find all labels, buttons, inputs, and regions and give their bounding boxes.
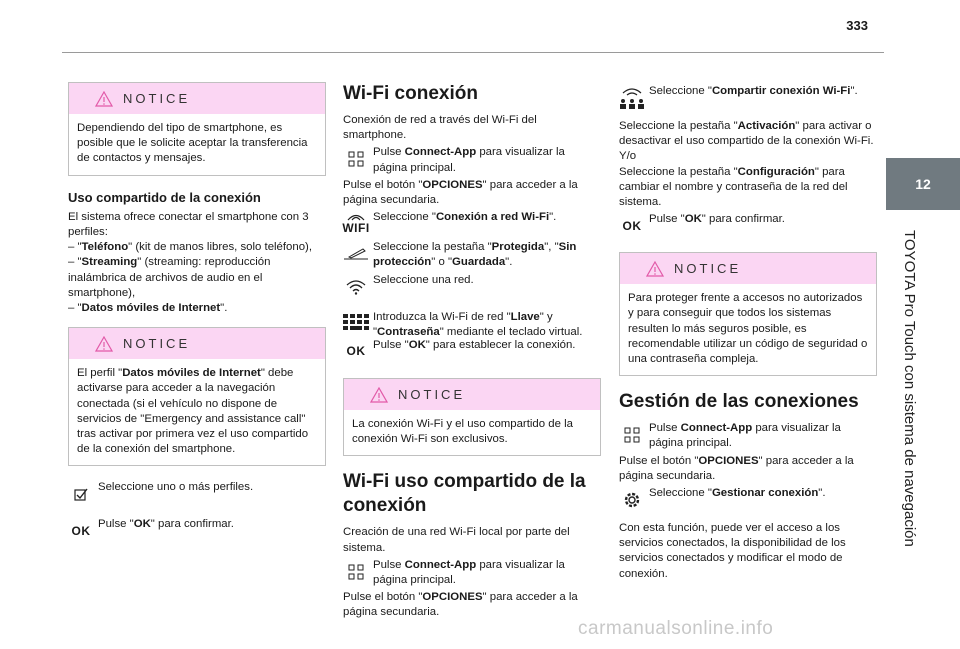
wifi-text-icon: WIFI xyxy=(342,220,370,235)
notice-header xyxy=(69,328,325,359)
paragraph: Conexión de red a través del Wi-Fi del smartphone. xyxy=(343,114,537,142)
instruction-step: Seleccione "Compartir conexión Wi-Fi". xyxy=(619,84,877,112)
notice-body: El perfil "Datos móviles de Internet" debe activarse para acceder a la navegación conectada (si el vehículo no dispone de servicios de "Emergency and assistance call" tras activar por primera vez el uso compartido de la conexión del smartphone. xyxy=(77,367,309,456)
notice-header xyxy=(344,379,600,410)
share-users-icon xyxy=(619,87,645,109)
wifi-signal-icon xyxy=(347,213,365,221)
app-grid-icon xyxy=(348,564,364,580)
instruction-step: Seleccione la pestaña "Protegida", "Sin protección" o "Guardada". xyxy=(343,240,601,270)
notice-box xyxy=(619,252,877,376)
paragraph: Y/o xyxy=(619,150,637,163)
instruction-step: Pulse Connect-App para visualizar la página principal. xyxy=(619,421,877,451)
app-grid-icon xyxy=(624,427,640,443)
keyboard-pen-icon xyxy=(343,247,369,261)
notice-header xyxy=(69,83,325,114)
paragraph: Con esta función, puede ver el acceso a los servicios conectados, la disponibilidad de los servicios conectados y modificar el modo de conexión. xyxy=(619,522,846,580)
header-rule xyxy=(62,52,884,53)
instruction-step: Pulse Connect-App para visualizar la página principal. xyxy=(343,558,601,588)
app-grid-icon xyxy=(348,151,364,167)
ok-icon: OK xyxy=(71,523,91,538)
page-number: 333 xyxy=(846,18,868,33)
paragraph: Pulse el botón "OPCIONES" para acceder a la página secundaria. xyxy=(619,454,854,482)
section-heading: Wi-Fi uso compartido de la conexión xyxy=(343,471,586,517)
paragraph: Seleccione la pestaña "Activación" para activar o desactivar el uso compartido de la conexión Wi-Fi. xyxy=(619,120,874,148)
instruction-step: OK Pulse "OK" para confirmar. xyxy=(622,213,785,233)
paragraph: Seleccione la pestaña "Configuración" para cambiar el nombre y contraseña de la red del sistema. xyxy=(619,165,848,209)
paragraph: Pulse el botón "OPCIONES" para acceder a la página secundaria. xyxy=(343,178,578,207)
column-1 xyxy=(68,82,326,547)
chapter-tab[interactable]: 12 xyxy=(886,158,960,210)
wifi-icon xyxy=(346,279,366,295)
ok-icon: OK xyxy=(346,344,366,359)
checkbox-select-icon xyxy=(73,486,89,502)
ok-icon: OK xyxy=(622,218,642,233)
notice-box xyxy=(68,82,326,176)
notice-header xyxy=(620,253,876,284)
paragraph: El sistema ofrece conectar el smartphone con 3 perfiles: xyxy=(68,210,309,239)
warning-triangle-icon xyxy=(95,91,113,107)
warning-triangle-icon xyxy=(646,261,664,277)
keyboard-icon xyxy=(343,314,369,334)
instruction-step: Seleccione uno o más perfiles. xyxy=(68,480,326,508)
notice-box xyxy=(343,378,601,456)
section-heading: Uso compartido de la conexión xyxy=(68,189,261,205)
notice-body: La conexión Wi-Fi y el uso compartido de la conexión Wi-Fi son exclusivos. xyxy=(352,418,573,446)
paragraph: Pulse el botón "OPCIONES" para acceder a la página secundaria. xyxy=(343,591,578,619)
notice-body: Para proteger frente a accesos no autorizados y para conseguir que todos los sistemas resulten lo más seguros posible, es recomendable utilizar un código de seguridad o una contraseña compleja. xyxy=(628,292,868,366)
warning-triangle-icon xyxy=(95,336,113,352)
instruction-step: Introduzca la Wi-Fi de red "Llave" y "Contraseña" mediante el teclado virtual. xyxy=(343,310,601,340)
notice-title: NOTICE xyxy=(123,336,191,352)
instruction-step: OK Pulse "OK" para establecer la conexión. xyxy=(346,339,576,359)
gear-icon xyxy=(622,490,642,510)
chapter-side-title-text: TOYOTA Pro Touch con sistema de navegación xyxy=(901,230,918,547)
chapter-side-title xyxy=(898,230,926,570)
instruction-step: Seleccione "Gestionar conexión". xyxy=(619,486,877,514)
list-item: – "Datos móviles de Internet". xyxy=(68,302,228,315)
watermark: carmanualsonline.info xyxy=(578,618,774,639)
instruction-step: WIFI Seleccione "Conexión a red Wi-Fi". xyxy=(342,211,557,235)
column-2 xyxy=(343,82,601,621)
notice-title: NOTICE xyxy=(398,386,466,402)
notice-title: NOTICE xyxy=(123,90,191,106)
notice-title: NOTICE xyxy=(674,261,742,277)
notice-box xyxy=(68,327,326,466)
column-3 xyxy=(619,82,877,582)
list-item: – "Teléfono" (kit de manos libres, solo teléfono), xyxy=(68,241,313,254)
notice-body: Dependiendo del tipo de smartphone, es posible que le solicite aceptar la transferencia de contactos y mensajes. xyxy=(77,122,308,165)
instruction-step: OK Pulse "OK" para confirmar. xyxy=(71,518,234,538)
instruction-step: Seleccione una red. xyxy=(343,273,601,301)
warning-triangle-icon xyxy=(370,387,388,403)
list-item: – "Streaming" (streaming: reproducción inalámbrica de archivos de audio en el smartphone), xyxy=(68,256,271,299)
section-heading: Gestión de las conexiones xyxy=(619,391,859,413)
section-heading: Wi-Fi conexión xyxy=(343,83,478,104)
instruction-step: Pulse Connect-App para visualizar la página principal. xyxy=(343,145,601,175)
paragraph: Creación de una red Wi-Fi local por parte del sistema. xyxy=(343,526,570,554)
